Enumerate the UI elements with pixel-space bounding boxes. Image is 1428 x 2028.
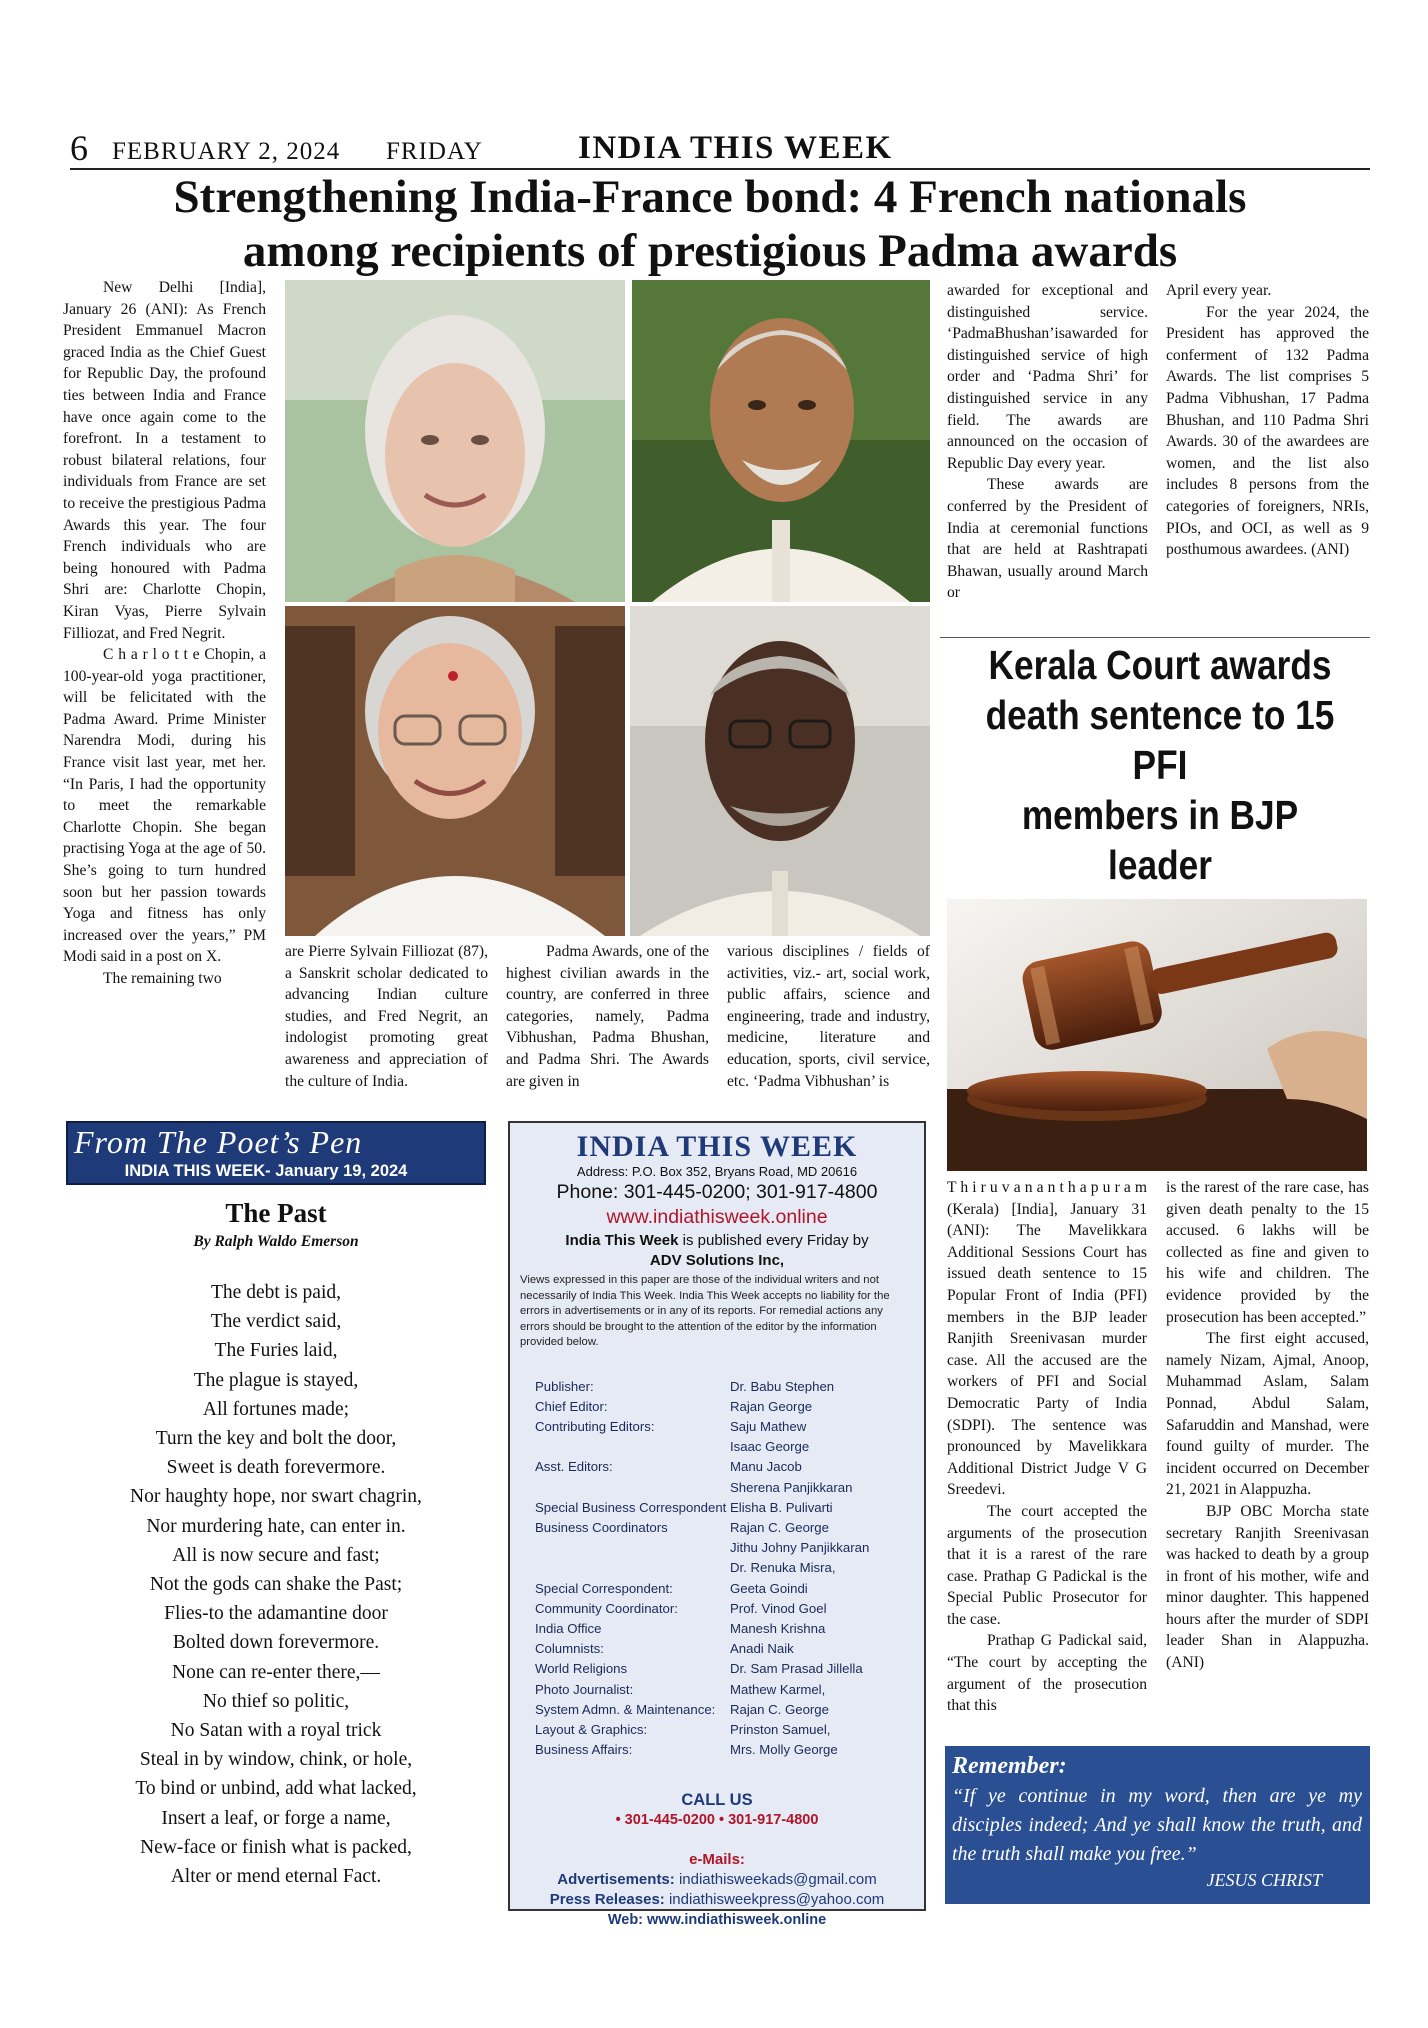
staff-list xyxy=(535,1377,924,1761)
main-headline-line-2: among recipients of prestigious Padma awards xyxy=(242,225,1178,277)
web-line[interactable]: Web: www.indiathisweek.online xyxy=(607,1912,827,1929)
poem-line: Steal in by window, chink, or hole, xyxy=(139,1749,413,1771)
staff-role: Chief Editor: xyxy=(535,1398,608,1414)
staff-row xyxy=(535,1599,924,1619)
poem-line: Nor murdering hate, can enter in. xyxy=(146,1515,406,1537)
staff-row xyxy=(535,1740,924,1760)
staff-row xyxy=(535,1518,924,1538)
call-us-heading: CALL US xyxy=(681,1791,753,1810)
press-email[interactable]: indiathisweekpress@yahoo.com xyxy=(664,1891,885,1909)
remember-attribution: JESUS CHRIST xyxy=(1206,1870,1322,1890)
main-article-paragraph: April every year. xyxy=(1166,282,1272,299)
poem-line: Insert a leaf, or forge a name, xyxy=(161,1807,391,1829)
kerala-article-paragraph: The first eight accused, namely Nizam, Ajmal, Anoop, Muhammad Aslam, Salam Ponnad, Abdul Salam, Safaruddin and Manshad, were found guilty of murder. The incident occurred on December 21, 2021 in Alappuzha. xyxy=(1166,1330,1369,1499)
staff-row xyxy=(535,1457,924,1477)
poem-author: By Ralph Waldo Emerson xyxy=(193,1233,359,1250)
poem-line: The plague is stayed, xyxy=(193,1369,359,1391)
kerala-article-paragraph: Prathap G Padickal said, “The court by accepting the argument of the prosecution that this xyxy=(947,1632,1147,1715)
main-article-paragraph: various disciplines / fields of activities, viz.- art, social work, public affairs, science and engineering, trade and industry, medicine, literature and education, sports, civil service, etc. ‘Padma Vibhushan’ is xyxy=(727,943,930,1090)
poem-line: Sweet is death forevermore. xyxy=(166,1457,386,1479)
photo-kiran-vyas xyxy=(632,280,930,602)
kerala-article-col-1 xyxy=(947,1177,1147,1717)
staff-row xyxy=(535,1377,924,1397)
poem-line: The verdict said, xyxy=(210,1311,342,1333)
kerala-headline-line: members in BJP leader xyxy=(1021,792,1299,888)
staff-name: Rajan C. George xyxy=(730,1701,829,1717)
staff-name: Manu Jacob xyxy=(730,1459,802,1475)
staff-role: Photo Journalist: xyxy=(535,1681,634,1697)
staff-row xyxy=(535,1538,924,1558)
press-email-label: Press Releases: xyxy=(549,1891,665,1909)
poem-line: Turn the key and bolt the door, xyxy=(155,1428,397,1450)
masthead-box xyxy=(508,1121,926,1929)
masthead-disclaimer: Views expressed in this paper are those of the individual writers and not necessarily of India This Week. India This Week accepts no liability for the errors in advertisements or in any of its reports. For remedial actions any errors should be brought to the attention of the editor by the information provided below. xyxy=(520,1274,890,1348)
main-article-paragraph: The remaining two xyxy=(103,970,222,987)
ads-email-line xyxy=(510,1870,924,1890)
poem-line: No Satan with a royal trick xyxy=(170,1720,382,1742)
staff-role: Contributing Editors: xyxy=(535,1418,655,1434)
emails-heading: e-Mails: xyxy=(689,1851,745,1869)
staff-role: Business Affairs: xyxy=(535,1742,633,1758)
poem-line: All is now secure and fast; xyxy=(172,1544,380,1566)
masthead-website: www.indiathisweek.online xyxy=(606,1206,828,1228)
main-article-paragraph: New Delhi [India], January 26 (ANI): As French President Emmanuel Macron graced India as the Chief Guest for Republic Day, the profound ties between India and France have once again come to the forefront. In a testament to robust bilateral relations, four individuals from France are set to receive the prestigious Padma Awards this year. The four French individuals who are being honoured with Padma Shri are: Charlotte Chopin, Kiran Vyas, Pierre Sylvain Filliozat, and Fred Negrit. xyxy=(63,279,266,642)
staff-role: Business Coordinators xyxy=(535,1519,668,1535)
staff-role: Asst. Editors: xyxy=(535,1459,613,1475)
staff-role: World Religions xyxy=(535,1661,628,1677)
staff-role: Layout & Graphics: xyxy=(535,1721,648,1737)
staff-row xyxy=(535,1417,924,1437)
kerala-article-paragraph: T h i r u v a n a n t h a p u r a m (Kerala) [India], January 31 (ANI): The Mavelikkara Additional Sessions Court has issued death sentence to 15 Popular Front of India (PFI) members in the BJP leader Ranjith Sreenivasan murder case. All the accused are the workers of PFI and Social Democratic Party of India (SDPI). The sentence was pronounced by Mavelikkara Additional District Judge V G Sreedevi. xyxy=(947,1179,1147,1499)
staff-name: Anadi Naik xyxy=(730,1641,794,1657)
staff-role: Publisher: xyxy=(535,1378,594,1394)
masthead-publisher-company: ADV Solutions Inc, xyxy=(649,1252,785,1269)
staff-row xyxy=(535,1558,924,1578)
ads-email-label: Advertisements: xyxy=(557,1871,675,1889)
staff-name: Saju Mathew xyxy=(730,1418,807,1434)
main-article-col-4 xyxy=(727,941,930,1092)
staff-row xyxy=(535,1437,924,1457)
staff-name: Isaac George xyxy=(730,1439,810,1455)
poem-line: Nor haughty hope, nor swart chagrin, xyxy=(130,1486,422,1508)
poem-line: The Furies laid, xyxy=(214,1340,338,1362)
staff-row xyxy=(535,1680,924,1700)
poem-line: No thief so politic, xyxy=(202,1690,350,1712)
poem-line: Bolted down forevermore. xyxy=(172,1632,380,1654)
main-article-col-3 xyxy=(506,941,709,1092)
poem-line: The debt is paid, xyxy=(211,1282,341,1303)
main-article-col-6 xyxy=(1166,280,1369,561)
staff-row xyxy=(535,1720,924,1740)
poem-line: Flies-to the adamantine door xyxy=(164,1603,388,1625)
main-article-col-2 xyxy=(285,941,488,1092)
staff-row xyxy=(535,1397,924,1417)
staff-name: Dr. Renuka Misra, xyxy=(730,1560,836,1576)
poet-banner-subtitle: INDIA THIS WEEK- January 19, 2024 xyxy=(124,1162,408,1180)
press-email-line xyxy=(510,1890,924,1910)
staff-role: System Admn. & Maintenance: xyxy=(535,1701,716,1717)
staff-row xyxy=(535,1619,924,1639)
page-number: 6 xyxy=(70,128,88,168)
main-article-col-1 xyxy=(63,277,266,1107)
remember-quote: “If ye continue in my word, then are ye my disciples indeed; And ye shall know the truth, and the truth shall make you free.” xyxy=(952,1785,1362,1865)
kerala-article-paragraph: is the rarest of the rare case, has given death penalty to the 15 accused. 6 lakhs will be collected as fine and given to his wife and children. The evidence provided by the prosecution has been accepted.” xyxy=(1166,1179,1369,1326)
staff-name: Sherena Panjikkaran xyxy=(730,1479,853,1495)
masthead-published-name: India This Week xyxy=(565,1232,679,1249)
staff-role xyxy=(535,1478,730,1498)
staff-role xyxy=(535,1437,730,1457)
kerala-headline-line: death sentence to 15 PFI xyxy=(985,692,1335,788)
masthead-published-by xyxy=(510,1231,924,1251)
staff-role: Special Correspondent: xyxy=(535,1580,673,1596)
main-headline-line-1: Strengthening India-France bond: 4 French nationals xyxy=(173,171,1247,223)
staff-role: Special Business Correspondent xyxy=(535,1499,727,1515)
photo-fred-negrit xyxy=(630,606,930,936)
staff-name: Manesh Krishna xyxy=(730,1620,826,1636)
staff-name: Rajan George xyxy=(730,1398,813,1414)
staff-role: Columnists: xyxy=(535,1641,604,1657)
staff-row xyxy=(535,1639,924,1659)
main-article-paragraph: C h a r l o t t e Chopin, a 100-year-old yoga practitioner, will be felicitated with the Padma Award. Prime Minister Narendra Modi, during his France visit last year, met her. “In Paris, I had the opportunity to meet the remarkable Charlotte Chopin. She began practising Yoga at the age of 50. She’s going to turn hundred soon but her passion towards Yoga and fitness has only increased over the years,” PM Modi said in a post on X. xyxy=(63,646,266,966)
poem-body xyxy=(66,1278,486,1891)
staff-row xyxy=(535,1498,924,1518)
poem-line: None can re-enter there,— xyxy=(172,1661,380,1683)
staff-name: Prinston Samuel, xyxy=(730,1721,831,1737)
staff-row xyxy=(535,1700,924,1720)
main-article-paragraph: These awards are conferred by the President of India at ceremonial functions that are held at Rashtrapati Bhawan, usually around March or xyxy=(947,476,1148,602)
masthead-phone: Phone: 301-445-0200; 301-917-4800 xyxy=(556,1181,878,1203)
masthead-published-text: is published every Friday by xyxy=(678,1232,869,1249)
kerala-article-paragraph: BJP OBC Morcha state secretary Ranjith Sreenivasan was hacked to death by a group in front of his mother, wife and minor daughter. This happened hours after the murder of SDPI leader Shan in Alappuzha. (ANI) xyxy=(1166,1502,1369,1672)
poem-line: Alter or mend eternal Fact. xyxy=(170,1866,382,1888)
ads-email[interactable]: indiathisweekads@gmail.com xyxy=(674,1871,877,1889)
photo-pierre-sylvain-filliozat xyxy=(285,606,625,936)
staff-row xyxy=(535,1478,924,1498)
staff-name: Rajan C. George xyxy=(730,1519,829,1535)
staff-role: India Office xyxy=(535,1620,602,1636)
masthead: INDIA THIS WEEK xyxy=(578,130,893,166)
main-article-paragraph: are Pierre Sylvain Filliozat (87), a Sanskrit scholar dedicated to advancing Indian culture studies, and Fred Negrit, an indologist promoting great awareness and appreciation of the culture of India. xyxy=(285,943,488,1090)
main-article-paragraph: For the year 2024, the President has approved the conferment of 132 Padma Awards. The list comprises 5 Padma Vibhushan, 17 Padma Bhushan, and 110 Padma Shri Awards. 30 of the awardees are women, and the list also includes 8 persons from the categories of foreigners, NRIs, PIOs, and OCI, as well as 9 posthumous awardees. (ANI) xyxy=(1166,303,1369,559)
section-divider xyxy=(940,637,1370,638)
poem-line: New-face or finish what is packed, xyxy=(140,1836,412,1858)
staff-name: Elisha B. Pulivarti xyxy=(730,1499,833,1515)
remember-heading: Remember: xyxy=(952,1753,1067,1779)
poem-title: The Past xyxy=(225,1198,327,1228)
poet-banner xyxy=(66,1121,486,1185)
staff-role: Community Coordinator: xyxy=(535,1600,678,1616)
masthead-box-title: INDIA THIS WEEK xyxy=(576,1130,858,1163)
poem-line: Not the gods can shake the Past; xyxy=(149,1574,403,1596)
main-article-paragraph: Padma Awards, one of the highest civilian awards in the country, are conferred in three categories, namely, Padma Vibhushan, Padma Bhushan, and Padma Shri. The Awards are given in xyxy=(506,943,709,1090)
remember-box xyxy=(945,1746,1370,1904)
main-headline xyxy=(60,170,1360,278)
issue-day: FRIDAY xyxy=(386,138,483,165)
poet-banner-title: From The Poet’s Pen xyxy=(74,1124,363,1160)
staff-name: Dr. Babu Stephen xyxy=(730,1378,835,1394)
staff-row xyxy=(535,1579,924,1599)
kerala-article-col-2 xyxy=(1166,1177,1369,1674)
staff-name: Jithu Johny Panjikkaran xyxy=(730,1540,870,1556)
poem-line: To bind or unbind, add what lacked, xyxy=(135,1778,417,1800)
issue-date: FEBRUARY 2, 2024 xyxy=(112,138,341,165)
staff-role xyxy=(535,1538,730,1558)
poem-line: All fortunes made; xyxy=(202,1398,350,1420)
staff-name: Mrs. Molly George xyxy=(730,1742,838,1758)
staff-name: Prof. Vinod Goel xyxy=(730,1600,827,1616)
photo-gavel xyxy=(947,899,1367,1171)
call-us-numbers: • 301-445-0200 • 301-917-4800 xyxy=(615,1812,819,1829)
kerala-article-paragraph: The court accepted the arguments of the prosecution that it is a rarest of the rare case. Prathap G Padickal is the Special Public Prosecutor for the case. xyxy=(947,1502,1147,1628)
masthead-address: Address: P.O. Box 352, Bryans Road, MD 20616 xyxy=(576,1164,858,1179)
staff-name: Dr. Sam Prasad Jillella xyxy=(730,1661,863,1677)
staff-name: Mathew Karmel, xyxy=(730,1681,826,1697)
main-article-paragraph: awarded for exceptional and distinguished service. ‘PadmaBhushan’isawarded for distinguished service of high order and ‘Padma Shri’ for distinguished service in any field. The awards are announced on the occasion of Republic Day every year. xyxy=(947,282,1148,472)
staff-role xyxy=(535,1558,730,1578)
photo-charlotte-chopin xyxy=(285,280,625,602)
staff-row xyxy=(535,1659,924,1679)
staff-name: Geeta Goindi xyxy=(730,1580,808,1596)
main-article-col-5 xyxy=(947,280,1148,604)
kerala-headline-line: Kerala Court awards xyxy=(988,642,1332,688)
